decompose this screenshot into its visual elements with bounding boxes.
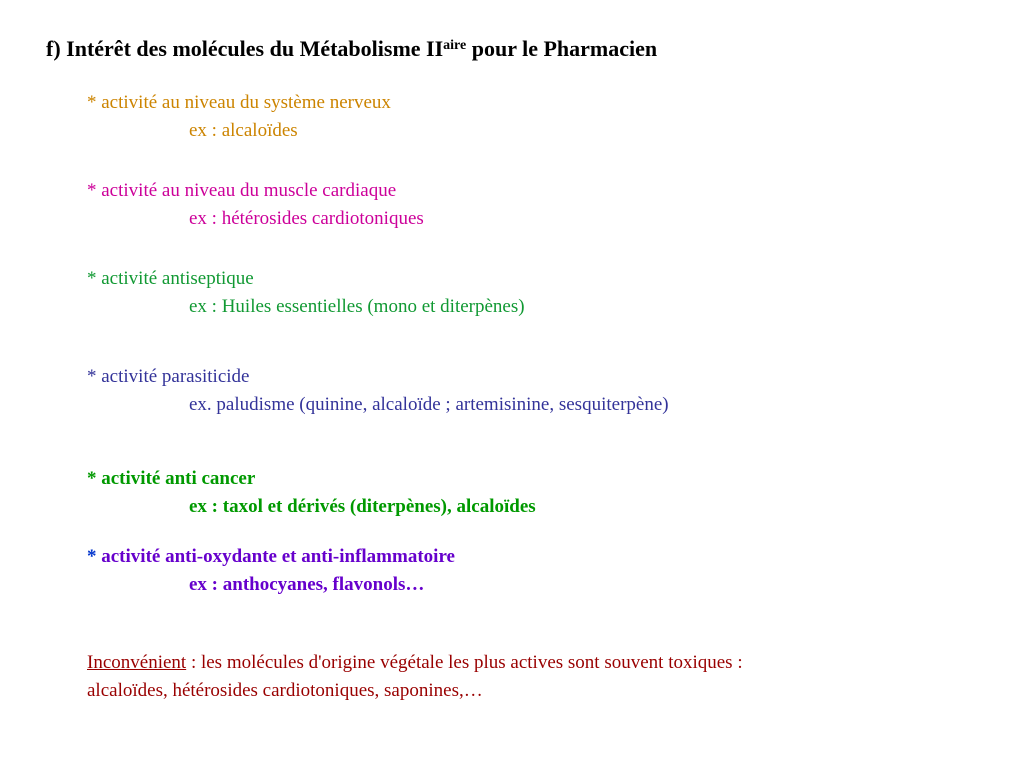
- title-superscript: aire: [443, 38, 467, 53]
- title-main: f) Intérêt des molécules du Métabolisme II: [46, 36, 444, 61]
- activity-parasiticide: * activité parasiticide: [87, 366, 250, 387]
- activity-antiseptic: * activité antiseptique: [87, 268, 254, 289]
- title-rest: pour le Pharmacien: [466, 36, 658, 61]
- drawback-text: : les molécules d'origine végétale les plus actives sont souvent toxiques :: [186, 652, 743, 673]
- drawback-note: [87, 652, 743, 674]
- example-anti-cancer: ex : taxol et dérivés (diterpènes), alcaloïdes: [189, 496, 536, 517]
- drawback-label: Inconvénient: [87, 652, 187, 673]
- example-cardiac-muscle: ex : hétérosides cardiotoniques: [189, 208, 424, 229]
- example-antioxidant: ex : anthocyanes, flavonols…: [189, 574, 425, 595]
- example-antiseptic: ex : Huiles essentielles (mono et diterpènes): [189, 296, 525, 317]
- activity-antioxidant: [87, 546, 455, 568]
- drawback-note-line2: alcaloïdes, hétérosides cardiotoniques, saponines,…: [87, 680, 483, 701]
- example-nervous-system: ex : alcaloïdes: [189, 120, 298, 141]
- activity-anti-cancer: * activité anti cancer: [87, 468, 256, 489]
- bullet-star: *: [87, 546, 102, 567]
- activity-antioxidant-label: activité anti-oxydante et anti-inflammatoire: [101, 546, 455, 567]
- activity-nervous-system: * activité au niveau du système nerveux: [87, 92, 391, 113]
- activity-cardiac-muscle: * activité au niveau du muscle cardiaque: [87, 180, 397, 201]
- page-title: [46, 36, 657, 62]
- example-parasiticide: ex. paludisme (quinine, alcaloïde ; artemisinine, sesquiterpène): [189, 394, 669, 415]
